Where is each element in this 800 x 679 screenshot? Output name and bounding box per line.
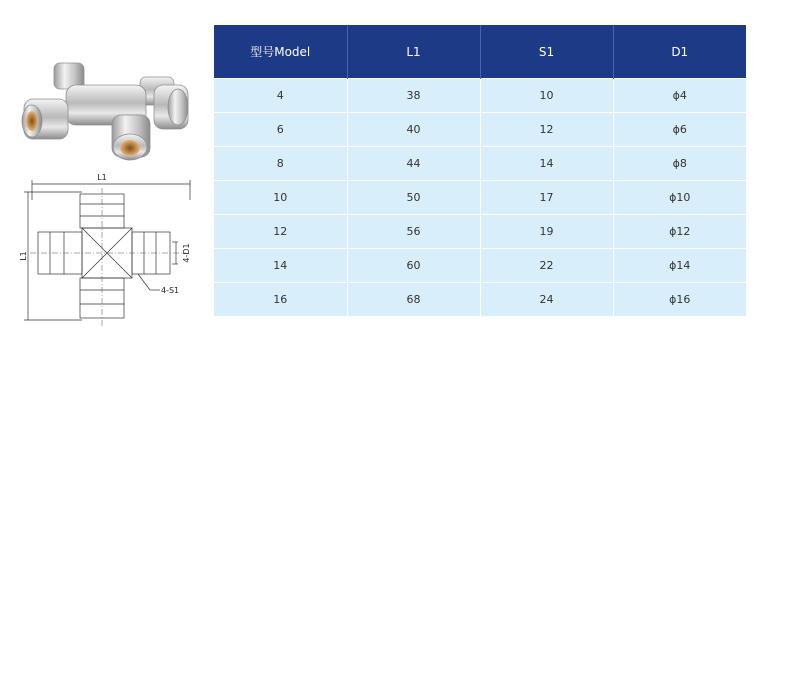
table-row: [214, 181, 746, 215]
table-header-row: [214, 25, 746, 79]
spec-table: [214, 25, 746, 316]
dim-label-l1-side: L1: [19, 251, 28, 261]
cell-model: 10: [214, 181, 347, 215]
cell-d1: ϕ4: [613, 79, 746, 113]
cell-d1: ϕ8: [613, 147, 746, 181]
cell-d1: ϕ14: [613, 249, 746, 283]
table-row: [214, 283, 746, 317]
cell-d1: ϕ12: [613, 215, 746, 249]
cell-s1: 24: [480, 283, 613, 317]
cell-model: 12: [214, 215, 347, 249]
dim-label-s1: 4-S1: [161, 286, 180, 295]
cell-l1: 38: [347, 79, 480, 113]
dim-label-l1-top: L1: [97, 173, 107, 182]
cell-model: 4: [214, 79, 347, 113]
cell-l1: 50: [347, 181, 480, 215]
header-model: 型号Model: [214, 25, 347, 79]
cell-model: 6: [214, 113, 347, 147]
cell-l1: 60: [347, 249, 480, 283]
header-d1: D1: [613, 25, 746, 79]
cell-model: 16: [214, 283, 347, 317]
cell-s1: 12: [480, 113, 613, 147]
cell-s1: 19: [480, 215, 613, 249]
cell-l1: 40: [347, 113, 480, 147]
cell-model: 8: [214, 147, 347, 181]
cell-d1: ϕ16: [613, 283, 746, 317]
table-row: [214, 147, 746, 181]
table-row: [214, 79, 746, 113]
cell-l1: 68: [347, 283, 480, 317]
product-photo: [18, 55, 208, 180]
cell-model: 14: [214, 249, 347, 283]
cell-d1: ϕ10: [613, 181, 746, 215]
dim-label-d1: 4-D1: [182, 243, 191, 263]
cell-s1: 17: [480, 181, 613, 215]
cell-s1: 22: [480, 249, 613, 283]
table-row: [214, 249, 746, 283]
cell-s1: 10: [480, 79, 613, 113]
table-row: [214, 113, 746, 147]
cell-d1: ϕ6: [613, 113, 746, 147]
technical-drawing: [10, 170, 210, 330]
header-l1: L1: [347, 25, 480, 79]
header-s1: S1: [480, 25, 613, 79]
cell-s1: 14: [480, 147, 613, 181]
table-row: [214, 215, 746, 249]
cell-l1: 44: [347, 147, 480, 181]
cell-l1: 56: [347, 215, 480, 249]
